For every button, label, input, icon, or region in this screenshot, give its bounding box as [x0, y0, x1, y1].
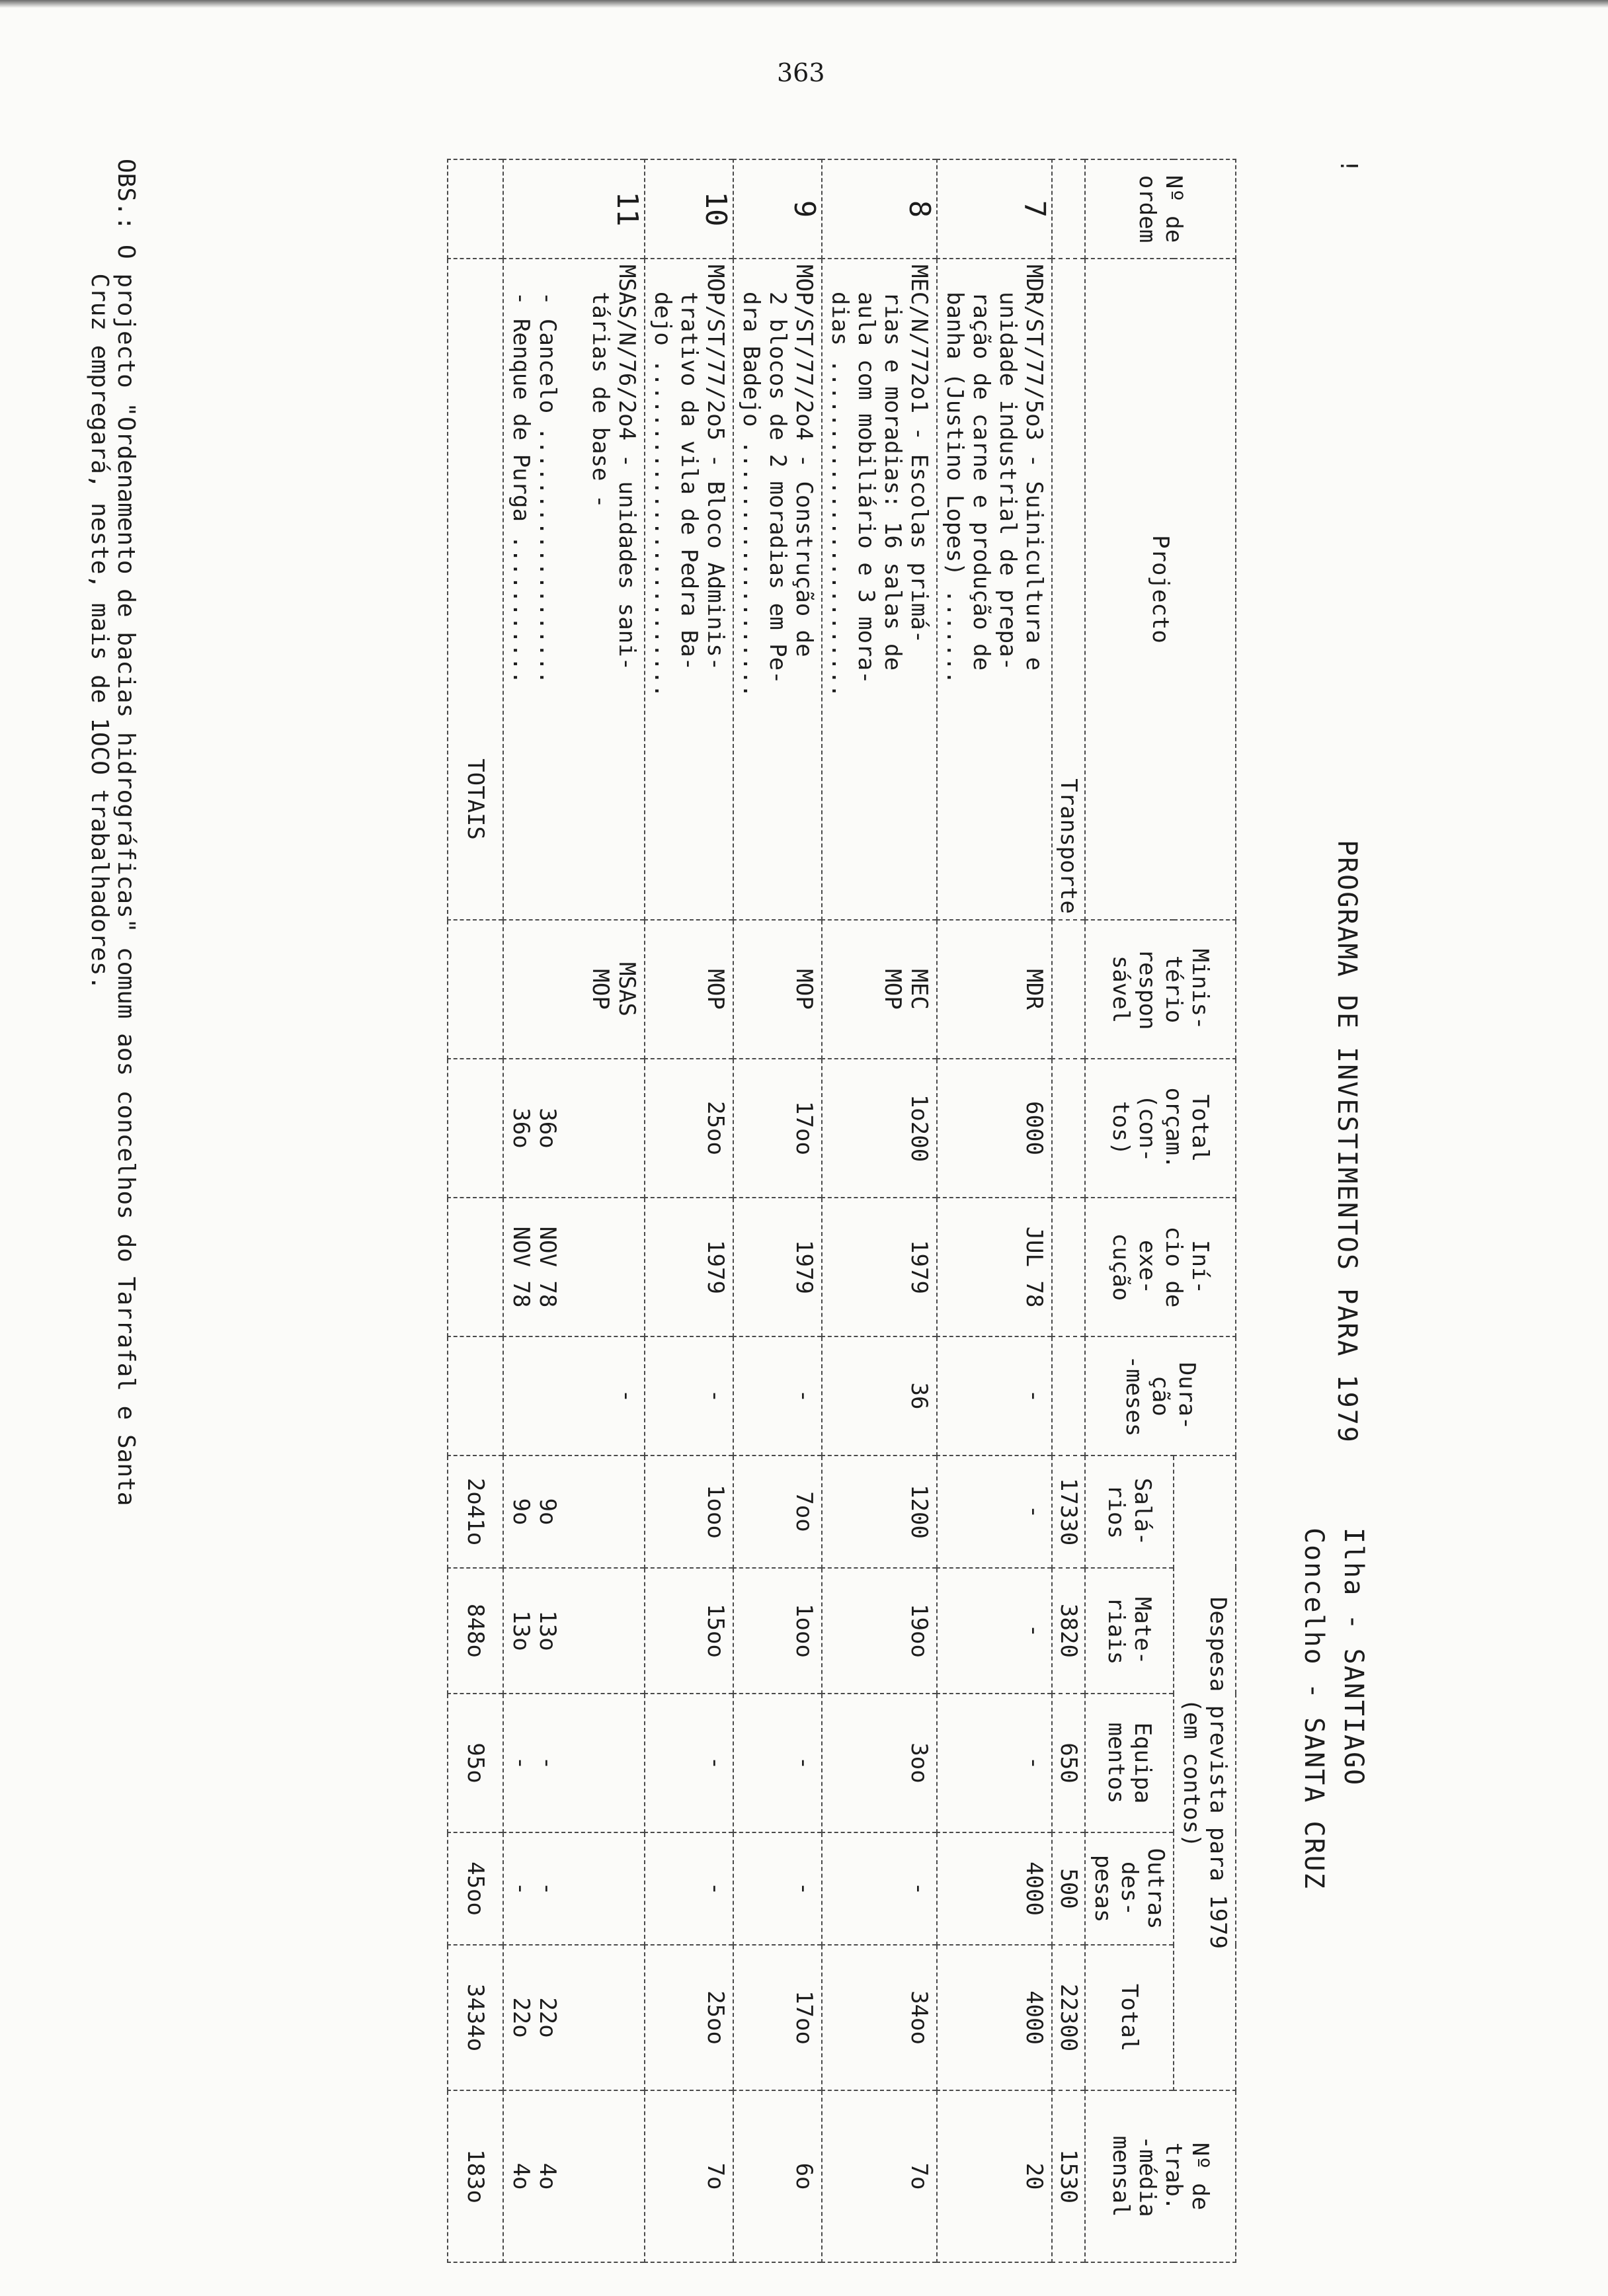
cell-projecto: MEC/N/772o1 - Escolas primá- rias e moradias: 16 salas de aula com mobiliário e 3 mora- dias ......................... [822, 259, 937, 920]
totais-equipamentos: 95o [448, 1694, 503, 1832]
col-equipamentos: Equipa mentos [1085, 1694, 1174, 1832]
cell-duracao: 36 [822, 1336, 937, 1456]
cell-outras: - [645, 1832, 733, 1945]
table-row [937, 159, 1052, 2262]
col-total-orcam: Total orçam. (con- tos) [1085, 1059, 1236, 1198]
cell-ordem: 9 [733, 159, 822, 259]
cell-ordem: 11 [503, 159, 645, 259]
totais-label: TOTAIS [448, 259, 503, 920]
cell-materiais: - [937, 1568, 1052, 1694]
totais-materiais: 848o [448, 1568, 503, 1694]
cell-ordem: 7 [937, 159, 1052, 259]
cell-outras: - [733, 1832, 822, 1945]
table-row [503, 159, 645, 2262]
cell-materiais: 1ooo [733, 1568, 822, 1694]
concelho-label: Concelho - SANTA CRUZ [1299, 1528, 1329, 1890]
cell-duracao: - [937, 1336, 1052, 1456]
col-ordem: Nº de ordem [1085, 159, 1236, 259]
cell-materiais: 13o 13o [503, 1568, 645, 1694]
cell-outras: - [822, 1832, 937, 1945]
transporte-label: Transporte [1052, 259, 1085, 920]
cell-total-orcam: 36o 36o [503, 1059, 645, 1198]
cell-equipamentos: 3oo [822, 1694, 937, 1832]
cell-inicio: 1979 [822, 1198, 937, 1336]
col-total: Total [1085, 1945, 1174, 2090]
transporte-salarios: 17330 [1052, 1456, 1085, 1568]
cell-inicio: 1979 [645, 1198, 733, 1336]
transporte-equipamentos: 650 [1052, 1694, 1085, 1832]
cell-ministerio: MOP [733, 920, 822, 1059]
cell-trab: 4o 4o [503, 2090, 645, 2262]
cell-total: 22o 22o [503, 1945, 645, 2090]
cell-inicio: NOV 78 NOV 78 [503, 1198, 645, 1336]
cell-trab: 7o [822, 2090, 937, 2262]
col-duracao: Dura- ção -meses [1085, 1336, 1236, 1456]
cell-ministerio: MOP [645, 920, 733, 1059]
cell-outras: 4000 [937, 1832, 1052, 1945]
ilha-label: Ilha - SANTIAGO [1338, 1528, 1369, 1787]
cell-equipamentos: - [733, 1694, 822, 1832]
cell-projecto: MSAS/N/76/2o4 - unidades sani- tárias de base - - Cancelo ................... - Renque de Purga ........... [503, 259, 645, 920]
cell-salarios: 1ooo [645, 1456, 733, 1568]
col-outras: Outras des- pesas [1085, 1832, 1174, 1945]
table-row [822, 159, 937, 2262]
totais-total: 3434o [448, 1945, 503, 2090]
cell-duracao: - [503, 1336, 645, 1456]
cell-total: 25oo [645, 1945, 733, 2090]
cell-inicio: JUL 78 [937, 1198, 1052, 1336]
scan-edge [0, 0, 1608, 8]
page-title: PROGRAMA DE INVESTIMENTOS PARA 1979 [1332, 840, 1362, 1444]
col-trab: Nº de trab. -média mensal [1085, 2090, 1236, 2262]
cell-salarios: 9o 9o [503, 1456, 645, 1568]
col-projecto: Projecto [1085, 259, 1236, 920]
transporte-row [1052, 159, 1085, 2262]
cell-total: 34oo [822, 1945, 937, 2090]
cell-projecto: MDR/ST/77/5o3 - Suinicultura e unidade industrial de prepa- ração de carne e produção de banha (Justino Lopes) ....... [937, 259, 1052, 920]
observation-note: OBS.: O projecto "Ordenamento de bacias hidrográficas" comum aos concelhos do Tarrafal e Santa Cruz empregará, neste, mais de 1OCO trabalhadores. [86, 159, 140, 1506]
cell-equipamentos: - [937, 1694, 1052, 1832]
cell-equipamentos: - [645, 1694, 733, 1832]
totais-outras: 45oo [448, 1832, 503, 1945]
cell-total-orcam: 6000 [937, 1059, 1052, 1198]
page-number: 363 [777, 58, 825, 87]
cell-total-orcam: 17oo [733, 1059, 822, 1198]
cell-salarios: 1200 [822, 1456, 937, 1568]
table-row [645, 159, 733, 2262]
cell-total: 4000 [937, 1945, 1052, 2090]
cell-materiais: 19oo [822, 1568, 937, 1694]
table-row [733, 159, 822, 2262]
cell-total: 17oo [733, 1945, 822, 2090]
col-despesa: Despesa prevista para 1979 (em contos) [1174, 1456, 1236, 2090]
cell-duracao: - [733, 1336, 822, 1456]
transporte-total: 22300 [1052, 1945, 1085, 2090]
cell-projecto: MOP/ST/77/2o4 - Construção de 2 blocos de 2 moradias em Pe- dra Badejo ................... [733, 259, 822, 920]
totais-row [448, 159, 503, 2262]
cell-trab: 7o [645, 2090, 733, 2262]
cell-outras: - - [503, 1832, 645, 1945]
cell-duracao: - [645, 1336, 733, 1456]
cell-ordem: 8 [822, 159, 937, 259]
cell-trab: 6o [733, 2090, 822, 2262]
cell-ministerio: MSAS MOP [503, 920, 645, 1059]
col-salarios: Salá- rios [1085, 1456, 1174, 1568]
cell-equipamentos: - - [503, 1694, 645, 1832]
rotated-page [73, 159, 1369, 2262]
transporte-materiais: 3820 [1052, 1568, 1085, 1694]
cell-salarios: - [937, 1456, 1052, 1568]
cell-total-orcam: 25oo [645, 1059, 733, 1198]
cell-ministerio: MEC MOP [822, 920, 937, 1059]
col-materiais: Mate- riais [1085, 1568, 1174, 1694]
col-inicio: Iní- cio de exe- cução [1085, 1198, 1236, 1336]
cell-ordem: 10 [645, 159, 733, 259]
col-ministerio: Minis- tério respon sável [1085, 920, 1236, 1059]
header-mark: ! [1335, 159, 1362, 173]
transporte-trab: 1530 [1052, 2090, 1085, 2262]
transporte-outras: 500 [1052, 1832, 1085, 1945]
cell-total-orcam: 1o200 [822, 1059, 937, 1198]
investment-table [447, 159, 1236, 2263]
totais-trab: 183o [448, 2090, 503, 2262]
cell-inicio: 1979 [733, 1198, 822, 1336]
cell-trab: 20 [937, 2090, 1052, 2262]
cell-ministerio: MDR [937, 920, 1052, 1059]
cell-projecto: MOP/ST/77/2o5 - Bloco Adminis- trativo da vila de Pedra Ba- dejo ......................... [645, 259, 733, 920]
totais-salarios: 2o41o [448, 1456, 503, 1568]
cell-materiais: 15oo [645, 1568, 733, 1694]
cell-salarios: 7oo [733, 1456, 822, 1568]
